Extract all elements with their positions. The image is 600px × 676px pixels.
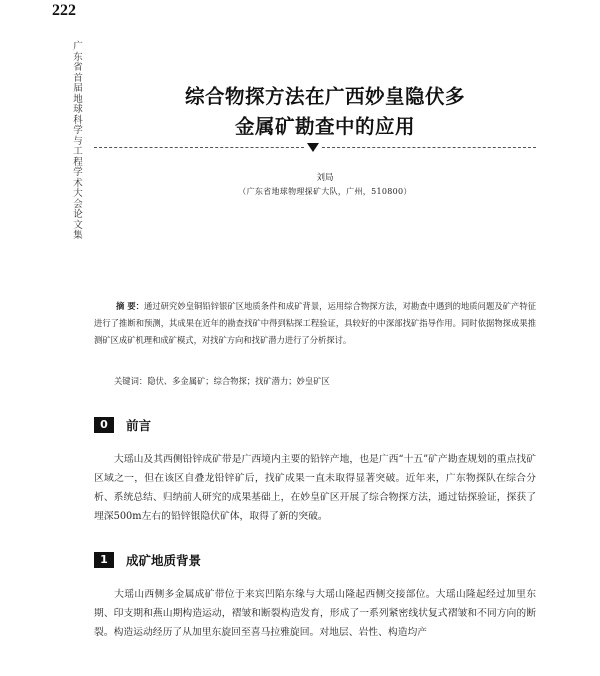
running-header: 广东省首届地球科学与工程学术大会论文集 bbox=[73, 41, 83, 241]
section-number: 1 bbox=[94, 552, 114, 568]
author: 刘局 bbox=[316, 173, 334, 183]
section-title: 成矿地质背景 bbox=[126, 552, 202, 568]
section-title: 前言 bbox=[126, 417, 152, 433]
section-text: 大瑶山及其西侧铅锌成矿带是广西境内主要的铅锌产地，也是广西“十五”矿产勘查规划的重点找矿区域之一，但在该区自叠龙铅锌矿后，找矿成果一直未取得显著突破。近年来，广东物探队在综合分析、系统总结、归纳前人研究的成果基础上，在妙皇矿区开展了综合物探方法，通过钻探验证，探获了埋深500m左右的铅锌银隐伏矿体，取得了新的突破。 bbox=[94, 454, 536, 522]
triangle-marker-icon bbox=[307, 143, 319, 152]
keywords-label: 关键词： bbox=[114, 376, 148, 386]
paper-title bbox=[110, 82, 540, 142]
abstract bbox=[94, 298, 536, 349]
page-number: 222 bbox=[52, 2, 76, 19]
section-number: 0 bbox=[94, 417, 114, 433]
section-body-geology bbox=[94, 585, 536, 642]
section-heading-introduction bbox=[94, 416, 151, 433]
section-text: 大瑶山西侧多金属成矿带位于来宾凹陷东缘与大瑶山隆起西侧交接部位。大瑶山隆起经过加里东期、印支期和燕山期构造运动，褶皱和断裂构造发育，形成了一系列紧密线状复式褶皱和不同方向的断裂。构造运动经历了从加里东旋回至喜马拉雅旋回。对地层、岩性、构造均产 bbox=[94, 589, 536, 638]
abstract-text: 通过研究妙皇铜铅锌银矿区地质条件和成矿背景，运用综合物探方法，对勘查中遇到的地质问题及矿产特征进行了推断和预测，其成果在近年的勘查找矿中得到粘探工程验证，具较好的中深部找矿指导作用。同时依据物探成果推测矿区成矿机理和成矿模式，对找矿方向和找矿潜力进行了分析探讨。 bbox=[94, 301, 536, 345]
section-body-introduction bbox=[94, 450, 536, 526]
section-heading-geology bbox=[94, 551, 201, 568]
keywords bbox=[114, 375, 534, 387]
title-divider-left bbox=[94, 147, 304, 148]
paper-title-line-1: 综合物探方法在广西妙皇隐伏多 bbox=[184, 85, 465, 108]
paper-title-line-2: 金属矿勘查中的应用 bbox=[234, 115, 415, 138]
keywords-text: 隐伏、多金属矿；综合物探；找矿潜力；妙皇矿区 bbox=[147, 376, 330, 386]
title-divider-right bbox=[322, 147, 536, 148]
abstract-label: 摘 要： bbox=[116, 301, 144, 311]
affiliation: （广东省地球物理探矿大队，广州，510800） bbox=[238, 187, 412, 196]
